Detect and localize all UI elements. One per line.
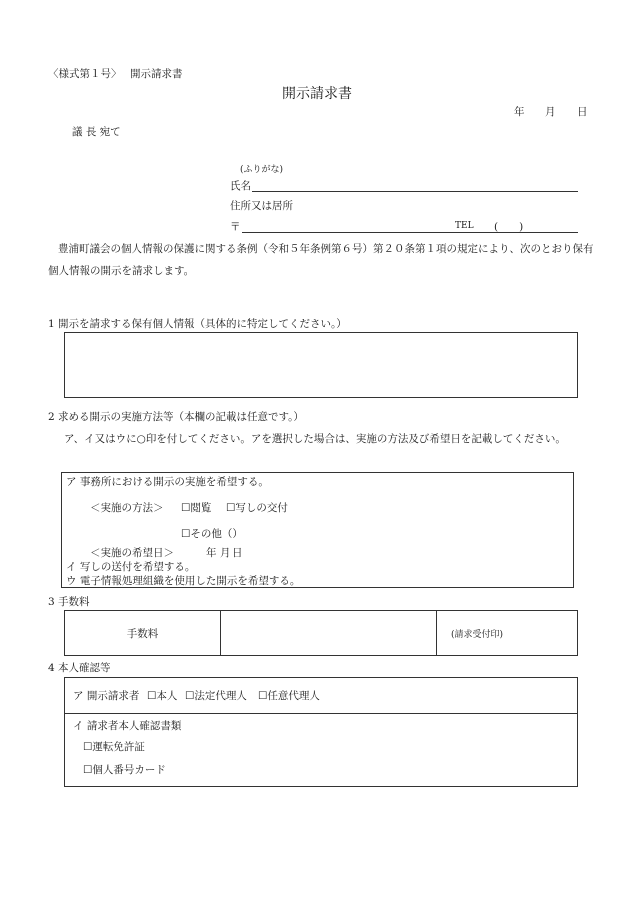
address-field[interactable] bbox=[242, 232, 578, 233]
date-unit-month: 月 bbox=[220, 547, 231, 559]
page-title: 開示請求書 bbox=[282, 86, 352, 102]
addressee: 議 長 宛て bbox=[72, 126, 121, 138]
section1-input-box[interactable] bbox=[64, 332, 578, 398]
date-year: 年 bbox=[514, 106, 525, 118]
fee-label-cell bbox=[65, 611, 221, 655]
my-number-card-checkbox[interactable]: ☐個人番号カード bbox=[83, 764, 166, 776]
option-b[interactable]: イ 写しの送付を希望する。 bbox=[66, 561, 196, 573]
legal-agent-checkbox[interactable]: ☐法定代理人 bbox=[185, 690, 247, 702]
fee-label: 手数料 bbox=[126, 627, 159, 640]
intro-paragraph: 豊浦町議会の個人情報の保護に関する条例（令和５年条例第６号）第２０条第１項の規定により、次のとおり保有個人情報の開示を請求します。 bbox=[48, 243, 594, 277]
stamp-cell bbox=[437, 611, 577, 655]
section3-heading: 3 手数料 bbox=[48, 596, 90, 608]
name-field[interactable] bbox=[252, 191, 578, 192]
form-number: 〈様式第１号〉 bbox=[48, 68, 122, 80]
voluntary-agent-checkbox[interactable]: ☐任意代理人 bbox=[258, 690, 320, 702]
section4-heading: 4 本人確認等 bbox=[48, 662, 111, 674]
date-unit-year: 年 bbox=[206, 547, 217, 559]
postal-mark: 〒 bbox=[230, 221, 241, 233]
id-docs-label: イ 請求者本人確認書類 bbox=[73, 720, 182, 732]
identity-table bbox=[64, 677, 578, 787]
section2-instruction: ア、イ又はウに○印を付してください。アを選択した場合は、実施の方法及び希望日を記載してください。 bbox=[64, 433, 566, 445]
section2-options-box bbox=[61, 472, 574, 588]
date-day: 日 bbox=[577, 106, 588, 118]
section1-heading: 1 開示を請求する保有個人情報（具体的に特定してください。） bbox=[48, 318, 347, 330]
requester-type-label: ア 開示請求者 bbox=[73, 690, 140, 702]
option-c[interactable]: ウ 電子情報処理組織を使用した開示を希望する。 bbox=[66, 575, 301, 587]
method-other-checkbox[interactable]: ☐その他（） bbox=[181, 528, 243, 540]
name-label: 氏名 bbox=[230, 180, 251, 192]
tel-label: TEL bbox=[455, 221, 474, 231]
tel-paren: ( ) bbox=[494, 221, 524, 233]
option-a[interactable]: ア 事務所における開示の実施を希望する。 bbox=[66, 476, 269, 488]
section2-heading: 2 求める開示の実施方法等（本欄の記載は任意です。） bbox=[48, 411, 304, 423]
row-divider bbox=[65, 713, 577, 714]
drivers-license-checkbox[interactable]: ☐運転免許証 bbox=[83, 741, 145, 753]
date-label: ＜実施の希望日＞ bbox=[90, 547, 174, 559]
method-copy-checkbox[interactable]: ☐写しの交付 bbox=[226, 502, 288, 514]
fee-table bbox=[64, 610, 578, 656]
stamp-label: (請求受付印) bbox=[451, 629, 504, 640]
address-label: 住所又は居所 bbox=[230, 200, 293, 212]
method-label: ＜実施の方法＞ bbox=[90, 502, 164, 514]
self-checkbox[interactable]: ☐本人 bbox=[147, 690, 178, 702]
fee-value-cell[interactable] bbox=[221, 611, 437, 655]
furigana-label: (ふりがな) bbox=[240, 165, 284, 175]
method-inspect-checkbox[interactable]: ☐閲覧 bbox=[181, 502, 212, 514]
date-month: 月 bbox=[545, 106, 556, 118]
date-unit-day: 日 bbox=[232, 547, 243, 559]
form-name: 開示請求書 bbox=[130, 68, 183, 80]
